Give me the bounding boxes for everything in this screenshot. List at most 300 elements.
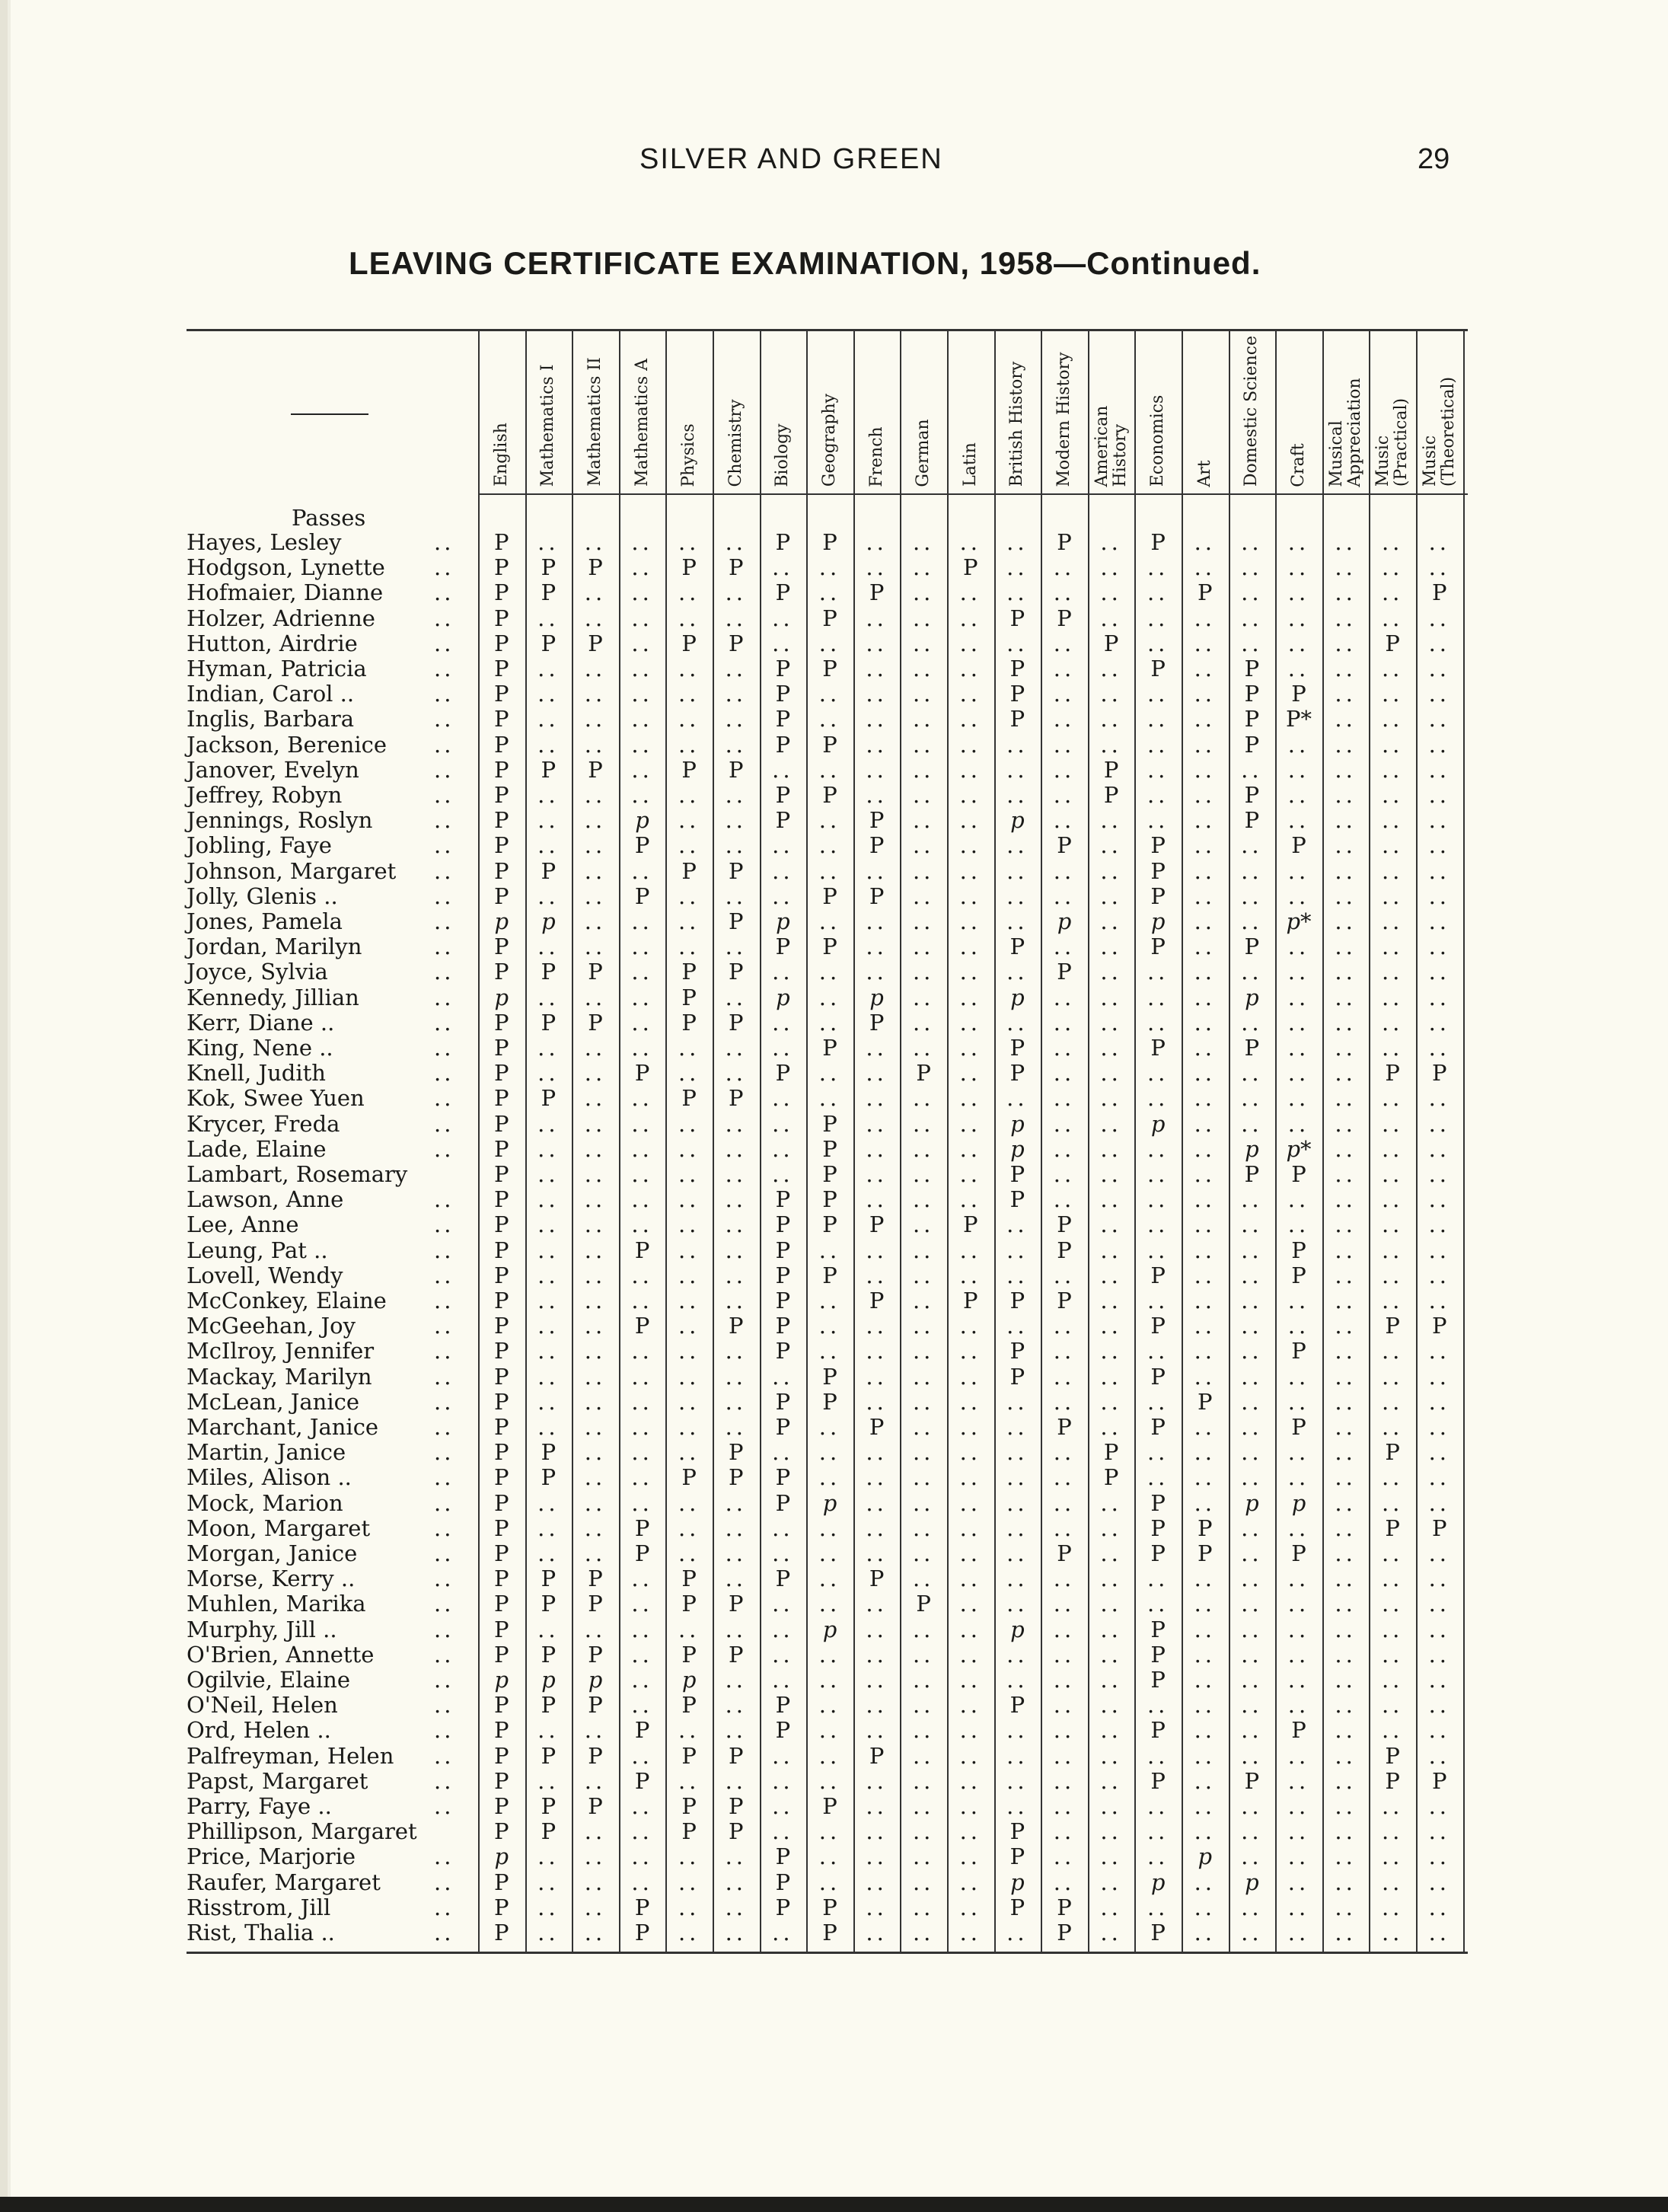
result-cell: ..	[1428, 984, 1451, 1010]
result-cell: ..	[1381, 782, 1404, 808]
result-cell: ..	[866, 756, 888, 783]
student-name: Lawson, Anne	[187, 1186, 344, 1213]
result-cell: ..	[1381, 1110, 1404, 1137]
student-name: Holzer, Adrienne	[187, 605, 375, 631]
student-name: Price, Marjorie	[187, 1843, 356, 1870]
result-cell: P	[494, 1288, 509, 1313]
result-cell: ..	[1006, 883, 1029, 909]
result-cell: ..	[959, 731, 982, 758]
result-cell: ..	[1241, 1009, 1263, 1036]
result-cell: ..	[866, 656, 888, 681]
result-cell: ..	[1100, 1288, 1122, 1313]
result-cell: ..	[1006, 1313, 1029, 1339]
result-cell: ..	[537, 1767, 560, 1794]
result-cell: ..	[1428, 782, 1451, 808]
result-cell: ..	[1194, 1717, 1217, 1744]
result-cell: ..	[1194, 1439, 1217, 1466]
column-header-label: Domestic Science	[1242, 335, 1261, 487]
result-cell: ..	[959, 1767, 982, 1794]
result-cell: ..	[1006, 1489, 1029, 1516]
result-cell: ..	[1100, 1667, 1122, 1693]
result-cell: P	[494, 1085, 509, 1112]
result-cell: ..	[1053, 1692, 1076, 1719]
result-cell: ..	[678, 579, 700, 606]
result-cell: ..	[1335, 1110, 1357, 1137]
leader-dots: ..	[434, 1186, 454, 1213]
result-cell: ..	[584, 1110, 607, 1137]
result-cell: ..	[1100, 1313, 1122, 1339]
result-cell: ..	[537, 1717, 560, 1744]
result-cell: ..	[584, 1338, 607, 1365]
result-cell: P	[1150, 1035, 1166, 1061]
result-cell: ..	[1053, 1186, 1076, 1213]
result-cell: ..	[1100, 1793, 1122, 1819]
result-cell: ..	[1241, 1894, 1263, 1920]
result-cell: ..	[1053, 1110, 1076, 1137]
result-cell: ..	[1053, 1085, 1076, 1112]
result-cell: ..	[1381, 681, 1404, 707]
student-name: Jolly, Glenis ..	[187, 883, 338, 909]
result-cell: P	[494, 1313, 509, 1339]
result-cell: ..	[912, 1717, 935, 1744]
result-cell: ..	[1335, 756, 1357, 783]
result-cell: ..	[1006, 1641, 1029, 1668]
table-row	[0, 1212, 1668, 1237]
result-cell: ..	[537, 832, 560, 859]
result-cell: ..	[1053, 1009, 1076, 1036]
result-cell: ..	[912, 731, 935, 758]
result-cell: P	[1150, 934, 1166, 960]
result-cell: ..	[1335, 1667, 1357, 1693]
page-number: 29	[1418, 143, 1450, 175]
result-cell: ..	[1381, 1869, 1404, 1895]
result-cell: ..	[772, 1540, 794, 1566]
result-cell: ..	[1241, 1616, 1263, 1642]
result-cell: ..	[1100, 1388, 1122, 1415]
result-cell: p	[541, 1667, 556, 1693]
result-cell: ..	[959, 1313, 982, 1339]
result-cell: ..	[1100, 1692, 1122, 1719]
student-name: O'Neil, Helen	[187, 1692, 338, 1719]
result-cell: ..	[1428, 1717, 1451, 1744]
result-cell: ..	[1428, 1616, 1451, 1642]
result-cell: ..	[912, 959, 935, 985]
result-cell: P	[822, 731, 837, 758]
result-cell: P	[1385, 1313, 1400, 1339]
result-cell: ..	[1100, 934, 1122, 960]
result-cell: ..	[1100, 1237, 1122, 1263]
result-cell: ..	[1428, 883, 1451, 909]
result-cell: ..	[1335, 1767, 1357, 1794]
student-name: Indian, Carol ..	[187, 681, 355, 707]
result-cell: ..	[1194, 934, 1217, 960]
student-name: Morse, Kerry ..	[187, 1566, 356, 1592]
result-cell: ..	[1287, 1767, 1310, 1794]
result-cell: ..	[1053, 857, 1076, 884]
result-cell: ..	[1006, 1211, 1029, 1238]
leader-dots: ..	[434, 1439, 454, 1466]
student-name: Jeffrey, Robyn	[187, 782, 343, 808]
result-cell: ..	[1147, 1464, 1169, 1491]
result-cell: ..	[584, 1363, 607, 1390]
result-cell: ..	[1335, 1920, 1357, 1945]
result-cell: ..	[678, 1262, 700, 1288]
column-header	[525, 335, 572, 491]
result-cell: ..	[1428, 1338, 1451, 1365]
result-cell: P	[775, 1692, 791, 1719]
table-row	[0, 1238, 1668, 1263]
result-cell: ..	[912, 782, 935, 808]
result-cell: ..	[1335, 782, 1357, 808]
result-cell: ..	[912, 1161, 935, 1187]
result-cell: P	[494, 605, 509, 631]
column-header-label: Craft	[1288, 442, 1308, 487]
result-cell: ..	[866, 1793, 888, 1819]
result-cell: p	[1291, 1489, 1306, 1516]
result-cell: ..	[866, 1489, 888, 1516]
table-row	[0, 580, 1668, 605]
result-cell: ..	[1194, 1135, 1217, 1162]
result-cell: ..	[1147, 756, 1169, 783]
result-cell: ..	[678, 706, 700, 733]
result-cell: P	[494, 1414, 509, 1440]
result-cell: ..	[912, 1135, 935, 1162]
result-cell: ..	[1428, 1035, 1451, 1061]
result-cell: P	[681, 630, 697, 656]
result-cell: ..	[866, 605, 888, 631]
result-cell: P	[1009, 1338, 1025, 1365]
result-cell: ..	[1335, 959, 1357, 985]
table-row	[0, 1036, 1668, 1061]
student-name: Rist, Thalia ..	[187, 1920, 335, 1945]
result-cell: ..	[584, 1262, 607, 1288]
result-cell: ..	[678, 1186, 700, 1213]
result-cell: ..	[1381, 554, 1404, 581]
result-cell: ..	[1428, 731, 1451, 758]
result-cell: P	[494, 1515, 509, 1541]
result-cell: ..	[818, 1869, 841, 1895]
result-cell: P	[588, 1742, 603, 1769]
result-cell: ..	[912, 832, 935, 859]
result-cell: ..	[1147, 1237, 1169, 1263]
result-cell: ..	[866, 1641, 888, 1668]
table-title: LEAVING CERTIFICATE EXAMINATION, 1958—Continued.	[349, 245, 1261, 281]
result-cell: P	[1432, 1767, 1447, 1794]
result-cell: ..	[725, 1540, 748, 1566]
result-cell: P	[494, 706, 509, 733]
table-row	[0, 1617, 1668, 1642]
result-cell: P	[681, 756, 697, 783]
result-cell: P	[775, 1060, 791, 1087]
result-cell: ..	[1147, 1186, 1169, 1213]
result-cell: P	[494, 529, 509, 555]
result-cell: P	[1103, 782, 1119, 808]
leader-dots: ..	[434, 1540, 454, 1566]
result-cell: P	[1198, 1540, 1213, 1566]
result-cell: ..	[1194, 1767, 1217, 1794]
result-cell: ..	[1428, 1540, 1451, 1566]
student-name: Kok, Swee Yuen	[187, 1085, 365, 1112]
result-cell: ..	[1335, 1186, 1357, 1213]
result-cell: ..	[1335, 554, 1357, 581]
leader-dots: ..	[434, 908, 454, 934]
result-cell: ..	[584, 832, 607, 859]
table-row	[0, 1819, 1668, 1844]
result-cell: ..	[1335, 681, 1357, 707]
result-cell: P	[541, 1591, 557, 1617]
leader-dots: ..	[434, 1591, 454, 1617]
result-cell: ..	[1053, 984, 1076, 1010]
result-cell: ..	[1335, 1211, 1357, 1238]
result-cell: ..	[1335, 984, 1357, 1010]
result-cell: ..	[1428, 554, 1451, 581]
result-cell: ..	[1428, 681, 1451, 707]
result-cell: ..	[912, 529, 935, 555]
leader-dots: ..	[434, 1869, 454, 1895]
leader-dots: ..	[434, 1464, 454, 1491]
result-cell: ..	[1381, 959, 1404, 985]
result-cell: ..	[818, 1818, 841, 1845]
result-cell: ..	[1100, 1035, 1122, 1061]
result-cell: ..	[1100, 883, 1122, 909]
result-cell: P	[1244, 1161, 1260, 1187]
result-cell: ..	[1053, 1793, 1076, 1819]
result-cell: ..	[912, 1439, 935, 1466]
result-cell: ..	[1053, 1135, 1076, 1162]
result-cell: ..	[772, 1035, 794, 1061]
result-cell: ..	[584, 1060, 607, 1087]
result-cell: P	[1057, 1211, 1072, 1238]
result-cell: ..	[1194, 656, 1217, 681]
result-cell: ..	[1381, 706, 1404, 733]
result-cell: P	[1103, 1464, 1119, 1491]
result-cell: ..	[1100, 1843, 1122, 1870]
result-cell: ..	[678, 934, 700, 960]
result-cell: ..	[1147, 1591, 1169, 1617]
result-cell: p	[1245, 1869, 1259, 1895]
result-cell: ..	[818, 857, 841, 884]
result-cell: P	[916, 1060, 931, 1087]
result-cell: ..	[959, 1110, 982, 1137]
header-bottom-rule	[478, 493, 1468, 495]
result-cell: ..	[772, 1110, 794, 1137]
result-cell: ..	[584, 934, 607, 960]
result-cell: ..	[1335, 1692, 1357, 1719]
result-cell: ..	[678, 529, 700, 555]
result-cell: P	[634, 1237, 650, 1263]
result-cell: ..	[1100, 1262, 1122, 1288]
result-cell: ..	[1194, 782, 1217, 808]
result-cell: ..	[818, 554, 841, 581]
column-header	[713, 335, 760, 491]
result-cell: ..	[1100, 1060, 1122, 1087]
leader-dots: ..	[434, 883, 454, 909]
result-cell: P	[588, 1641, 603, 1668]
result-cell: ..	[1335, 731, 1357, 758]
result-cell: ..	[1100, 579, 1122, 606]
result-cell: ..	[725, 1237, 748, 1263]
result-cell: ..	[1428, 1288, 1451, 1313]
result-cell: ..	[1053, 1313, 1076, 1339]
result-cell: ..	[912, 605, 935, 631]
result-cell: ..	[1194, 1667, 1217, 1693]
result-cell: ..	[772, 605, 794, 631]
leader-dots: ..	[434, 630, 454, 656]
result-cell: ..	[912, 1186, 935, 1213]
result-cell: ..	[912, 883, 935, 909]
leader-dots: ..	[434, 1035, 454, 1061]
result-cell: P	[1150, 1920, 1166, 1945]
result-cell: ..	[1147, 1843, 1169, 1870]
result-cell: ..	[584, 1135, 607, 1162]
result-cell: ..	[1006, 1085, 1029, 1112]
result-cell: P	[1385, 1767, 1400, 1794]
result-cell: ..	[678, 883, 700, 909]
column-header-label: Biology	[773, 423, 793, 487]
result-cell: P	[1150, 883, 1166, 909]
result-cell: P	[869, 807, 885, 834]
result-cell: ..	[1053, 1641, 1076, 1668]
result-cell: ..	[631, 1009, 653, 1036]
result-cell: ..	[1287, 1920, 1310, 1945]
result-cell: ..	[725, 883, 748, 909]
result-cell: P	[822, 1793, 837, 1819]
result-cell: P	[588, 1591, 603, 1617]
result-cell: ..	[725, 1667, 748, 1693]
result-cell: ..	[584, 782, 607, 808]
result-cell: ..	[631, 1464, 653, 1491]
result-cell: ..	[818, 959, 841, 985]
student-name: Kennedy, Jillian	[187, 984, 359, 1010]
result-cell: ..	[959, 1692, 982, 1719]
result-cell: ..	[959, 605, 982, 631]
result-cell: ..	[1053, 1439, 1076, 1466]
result-cell: ..	[1053, 807, 1076, 834]
result-cell: ..	[1100, 1591, 1122, 1617]
result-cell: ..	[1241, 1667, 1263, 1693]
result-cell: ..	[1100, 1414, 1122, 1440]
result-cell: ..	[1100, 984, 1122, 1010]
student-name: Jennings, Roslyn	[187, 807, 373, 834]
result-cell: P	[729, 1742, 744, 1769]
result-cell: ..	[584, 681, 607, 707]
result-cell: P	[1244, 782, 1260, 808]
result-cell: ..	[818, 579, 841, 606]
result-cell: ..	[1381, 1489, 1404, 1516]
result-cell: ..	[631, 630, 653, 656]
result-cell: ..	[678, 731, 700, 758]
result-cell: ..	[1428, 1414, 1451, 1440]
table-row	[0, 1920, 1668, 1945]
result-cell: ..	[1053, 630, 1076, 656]
result-cell: ..	[725, 656, 748, 681]
result-cell: ..	[1100, 1742, 1122, 1769]
result-cell: ..	[584, 1186, 607, 1213]
result-cell: ..	[1147, 681, 1169, 707]
student-name: King, Nene ..	[187, 1035, 333, 1061]
result-cell: ..	[537, 1135, 560, 1162]
result-cell: ..	[772, 832, 794, 859]
result-cell: P	[729, 630, 744, 656]
result-cell: ..	[1287, 1591, 1310, 1617]
result-cell: ..	[772, 1009, 794, 1036]
result-cell: ..	[1006, 1388, 1029, 1415]
result-cell: ..	[1381, 1667, 1404, 1693]
result-cell: P	[494, 756, 509, 783]
result-cell: ..	[1147, 1338, 1169, 1365]
result-cell: ..	[1100, 1161, 1122, 1187]
result-cell: ..	[678, 1414, 700, 1440]
result-cell: ..	[959, 908, 982, 934]
result-cell: ..	[772, 857, 794, 884]
result-cell: ..	[1194, 1338, 1217, 1365]
result-cell: ..	[1194, 1869, 1217, 1895]
column-header	[1088, 335, 1135, 491]
student-name: Miles, Alison ..	[187, 1464, 352, 1491]
column-header	[1416, 335, 1463, 491]
result-cell: ..	[1335, 1288, 1357, 1313]
result-cell: p	[494, 984, 509, 1010]
result-cell: P	[494, 656, 509, 681]
result-cell: ..	[1287, 1616, 1310, 1642]
result-cell: ..	[1194, 807, 1217, 834]
result-cell: ..	[1428, 1161, 1451, 1187]
result-cell: ..	[1006, 756, 1029, 783]
leader-dots: ..	[434, 681, 454, 707]
leader-dots: ..	[434, 1742, 454, 1769]
result-cell: ..	[866, 1843, 888, 1870]
result-cell: ..	[912, 681, 935, 707]
result-cell: ..	[1194, 1288, 1217, 1313]
result-cell: ..	[1335, 1818, 1357, 1845]
result-cell: ..	[912, 1363, 935, 1390]
result-cell: ..	[1241, 579, 1263, 606]
result-cell: P	[729, 1085, 744, 1112]
result-cell: P	[729, 1591, 744, 1617]
name-column-dash	[291, 413, 368, 415]
result-cell: P	[963, 1211, 978, 1238]
result-cell: ..	[959, 1540, 982, 1566]
result-cell: ..	[772, 554, 794, 581]
result-cell: P	[541, 1439, 557, 1466]
result-cell: ..	[866, 1161, 888, 1187]
table-row	[0, 530, 1668, 555]
result-cell: P	[775, 529, 791, 555]
result-cell: ..	[1100, 1869, 1122, 1895]
result-cell: ..	[866, 731, 888, 758]
result-cell: ..	[1287, 1110, 1310, 1137]
result-cell: ..	[1194, 1085, 1217, 1112]
result-cell: ..	[1241, 959, 1263, 985]
result-cell: ..	[1194, 529, 1217, 555]
result-cell: ..	[818, 1288, 841, 1313]
result-cell: ..	[1194, 1793, 1217, 1819]
result-cell: ..	[725, 934, 748, 960]
leader-dots: ..	[434, 1489, 454, 1516]
result-cell: ..	[912, 857, 935, 884]
result-cell: ..	[959, 681, 982, 707]
result-cell: ..	[1287, 554, 1310, 581]
result-cell: ..	[1335, 1135, 1357, 1162]
result-cell: P	[1150, 832, 1166, 859]
result-cell: ..	[631, 731, 653, 758]
result-cell: P	[822, 1920, 837, 1945]
leader-dots: ..	[434, 1717, 454, 1744]
result-cell: p	[822, 1489, 837, 1516]
result-cell: ..	[1100, 1566, 1122, 1592]
column-header-label: Art	[1194, 459, 1214, 487]
result-cell: ..	[959, 1869, 982, 1895]
